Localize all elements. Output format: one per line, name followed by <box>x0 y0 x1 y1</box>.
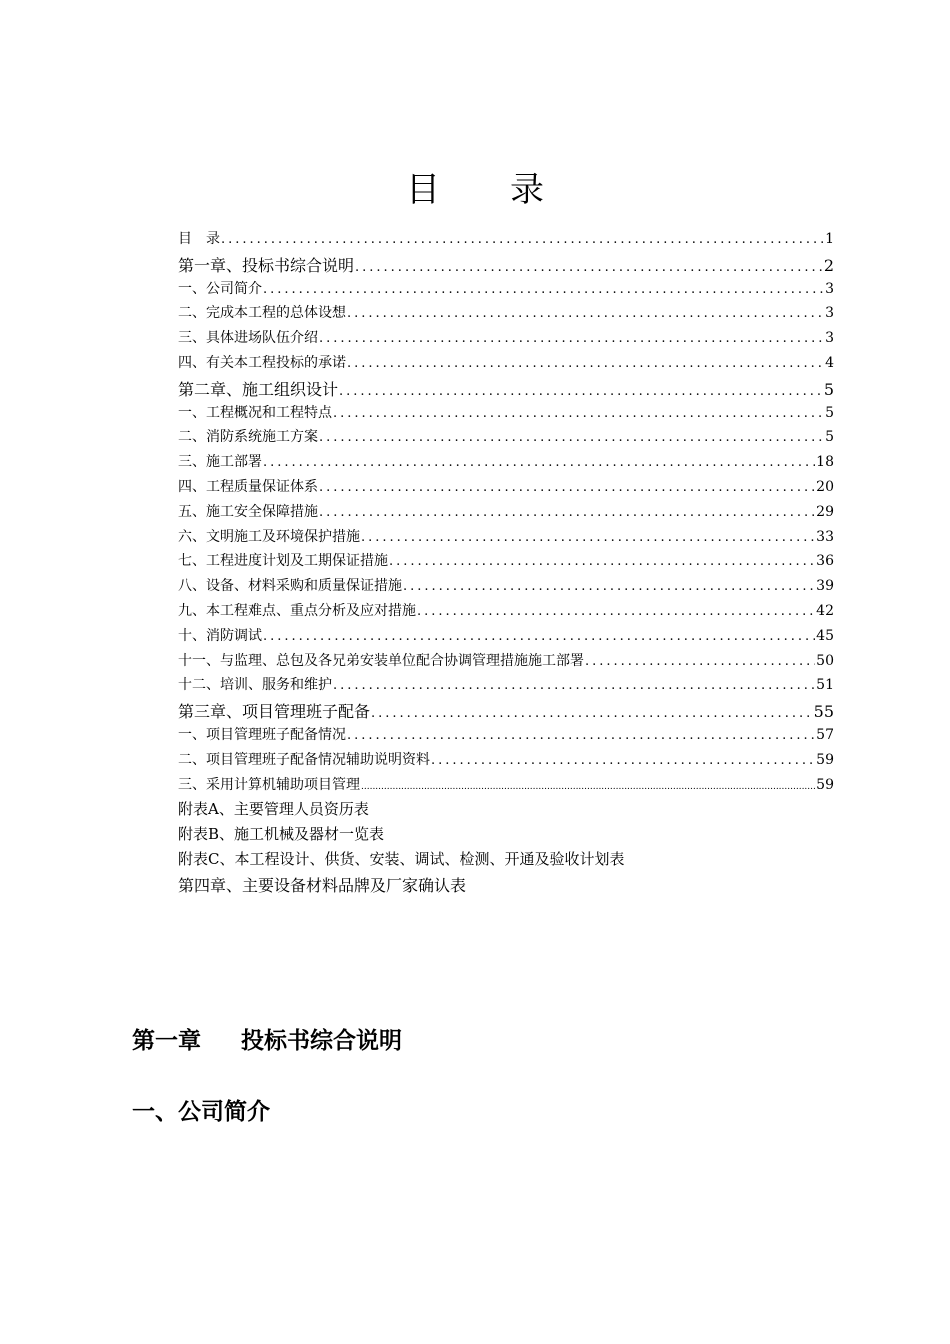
toc-dot-leader <box>403 579 815 594</box>
chapter-heading-number: 第一章 <box>132 1028 201 1054</box>
toc-entry[interactable] <box>178 278 834 303</box>
toc-entry-label: 六、文明施工及环境保护措施 <box>178 528 360 545</box>
toc-entry-label: 四、工程质量保证体系 <box>178 478 318 495</box>
toc-dot-leader <box>347 356 824 371</box>
toc-page-number: 39 <box>816 578 834 595</box>
toc-dot-leader <box>319 430 824 445</box>
toc-page-number: 36 <box>816 553 834 570</box>
toc-dot-leader <box>319 480 815 495</box>
toc-entry-label: 一、公司简介 <box>178 280 262 297</box>
toc-page-number: 59 <box>816 751 834 768</box>
toc-dot-leader <box>319 331 824 346</box>
section-heading: 一、公司简介 <box>132 1099 270 1125</box>
toc-page-number: 2 <box>823 255 834 275</box>
toc-dot-leader <box>347 728 815 743</box>
toc-page-number: 42 <box>816 602 834 619</box>
toc-dot-leader <box>355 260 823 275</box>
toc-title-part2: 录 <box>510 170 544 210</box>
toc-dot-leader <box>319 505 815 520</box>
toc-title <box>0 162 950 211</box>
toc-dot-leader <box>585 654 815 669</box>
toc-entry[interactable] <box>178 327 834 352</box>
toc-entry[interactable] <box>178 228 834 253</box>
toc-entry-label: 第三章、项目管理班子配备 <box>178 702 371 722</box>
toc-dot-leader <box>347 306 824 321</box>
toc-entry-label: 三、采用计算机辅助项目管理 <box>178 776 360 793</box>
toc-dot-leader <box>371 706 813 721</box>
toc-entry-label: 二、项目管理班子配备情况辅助说明资料 <box>178 751 430 768</box>
toc-entry-label: 四、有关本工程投标的承诺 <box>178 354 346 371</box>
toc-page-number: 3 <box>825 330 834 347</box>
toc-dot-leader <box>263 455 815 470</box>
toc-appendix-entry[interactable] <box>178 848 834 873</box>
toc-entry[interactable] <box>178 749 834 774</box>
toc-entry-label: 二、完成本工程的总体设想 <box>178 305 346 322</box>
toc-entry[interactable] <box>178 526 834 551</box>
toc-entry[interactable] <box>178 377 834 402</box>
toc-entry-label: 第二章、施工组织设计 <box>178 379 339 399</box>
toc-entry-label: 十二、培训、服务和维护 <box>178 677 332 694</box>
toc-entry[interactable] <box>178 724 834 749</box>
toc-entry-label: 八、设备、材料采购和质量保证措施 <box>178 578 402 595</box>
toc-page-number: 50 <box>816 652 834 669</box>
toc-page-number: 29 <box>816 503 834 520</box>
toc-page-number: 55 <box>813 702 834 722</box>
toc-entry-label: 七、工程进度计划及工期保证措施 <box>178 553 388 570</box>
toc-entry-label: 一、项目管理班子配备情况 <box>178 726 346 743</box>
toc-page-number: 3 <box>825 305 834 322</box>
table-of-contents <box>178 228 834 898</box>
toc-appendix-label: 附表A、主要管理人员资历表 <box>178 800 369 819</box>
toc-entry[interactable] <box>178 575 834 600</box>
chapter-heading <box>132 1022 402 1055</box>
toc-entry-label: 十一、与监理、总包及各兄弟安装单位配合协调管理措施施工部署 <box>178 652 584 669</box>
toc-dot-leader <box>389 554 815 569</box>
toc-page-number: 5 <box>823 379 834 399</box>
toc-dot-leader <box>333 406 824 421</box>
toc-dot-leader <box>417 604 815 619</box>
toc-entry-label: 第一章、投标书综合说明 <box>178 255 355 275</box>
toc-entry[interactable] <box>178 699 834 724</box>
toc-entry-label: 五、施工安全保障措施 <box>178 503 318 520</box>
toc-entry-label: 目 录 <box>178 231 220 247</box>
toc-entry-label: 二、消防系统施工方案 <box>178 429 318 446</box>
toc-entry[interactable] <box>178 302 834 327</box>
toc-entry-label: 十、消防调试 <box>178 627 262 644</box>
toc-dot-leader <box>263 282 824 297</box>
toc-dot-leader <box>333 678 815 693</box>
toc-page-number: 59 <box>816 776 834 793</box>
toc-entry[interactable] <box>178 625 834 650</box>
toc-entry[interactable] <box>178 501 834 526</box>
toc-entry[interactable] <box>178 402 834 427</box>
toc-appendix-entry[interactable] <box>178 823 834 848</box>
toc-dot-leader <box>361 530 815 545</box>
toc-entry[interactable] <box>178 253 834 278</box>
toc-page-number: 4 <box>825 354 834 371</box>
toc-entry[interactable] <box>178 650 834 675</box>
toc-page-number: 18 <box>816 454 834 471</box>
toc-dot-leader <box>263 629 815 644</box>
toc-entry[interactable] <box>178 674 834 699</box>
toc-appendix-entry[interactable] <box>178 798 834 823</box>
toc-entry[interactable] <box>178 451 834 476</box>
toc-page-number: 57 <box>816 726 834 743</box>
toc-page-number: 51 <box>816 677 834 694</box>
toc-appendix-label: 第四章、主要设备材料品牌及厂家确认表 <box>178 875 467 895</box>
toc-page-number: 20 <box>816 478 834 495</box>
toc-page-number: 5 <box>825 404 834 421</box>
toc-page-number: 3 <box>825 280 834 297</box>
toc-dot-leader <box>221 232 824 247</box>
toc-appendix-label: 附表C、本工程设计、供货、安装、调试、检测、开通及验收计划表 <box>178 849 625 868</box>
toc-entry-label: 一、工程概况和工程特点 <box>178 404 332 421</box>
toc-title-part1: 目 <box>406 170 440 210</box>
toc-page-number: 5 <box>825 429 834 446</box>
toc-entry-label: 三、施工部署 <box>178 454 262 471</box>
toc-entry-label: 九、本工程难点、重点分析及应对措施 <box>178 602 416 619</box>
toc-appendix-label: 附表B、施工机械及器材一览表 <box>178 825 385 844</box>
toc-entry[interactable] <box>178 476 834 501</box>
toc-entry-label: 三、具体进场队伍介绍 <box>178 330 318 347</box>
toc-entry[interactable] <box>178 550 834 575</box>
toc-entry[interactable] <box>178 774 834 799</box>
toc-page-number: 33 <box>816 528 834 545</box>
toc-dot-leader <box>361 782 815 792</box>
chapter-heading-title: 投标书综合说明 <box>241 1028 402 1054</box>
toc-page-number: 1 <box>825 231 834 247</box>
toc-entry[interactable] <box>178 600 834 625</box>
toc-entry[interactable] <box>178 352 834 377</box>
toc-dot-leader <box>339 384 823 399</box>
toc-dot-leader <box>431 753 815 768</box>
toc-page-number: 45 <box>816 627 834 644</box>
toc-entry[interactable] <box>178 426 834 451</box>
toc-appendix-entry[interactable] <box>178 873 834 898</box>
